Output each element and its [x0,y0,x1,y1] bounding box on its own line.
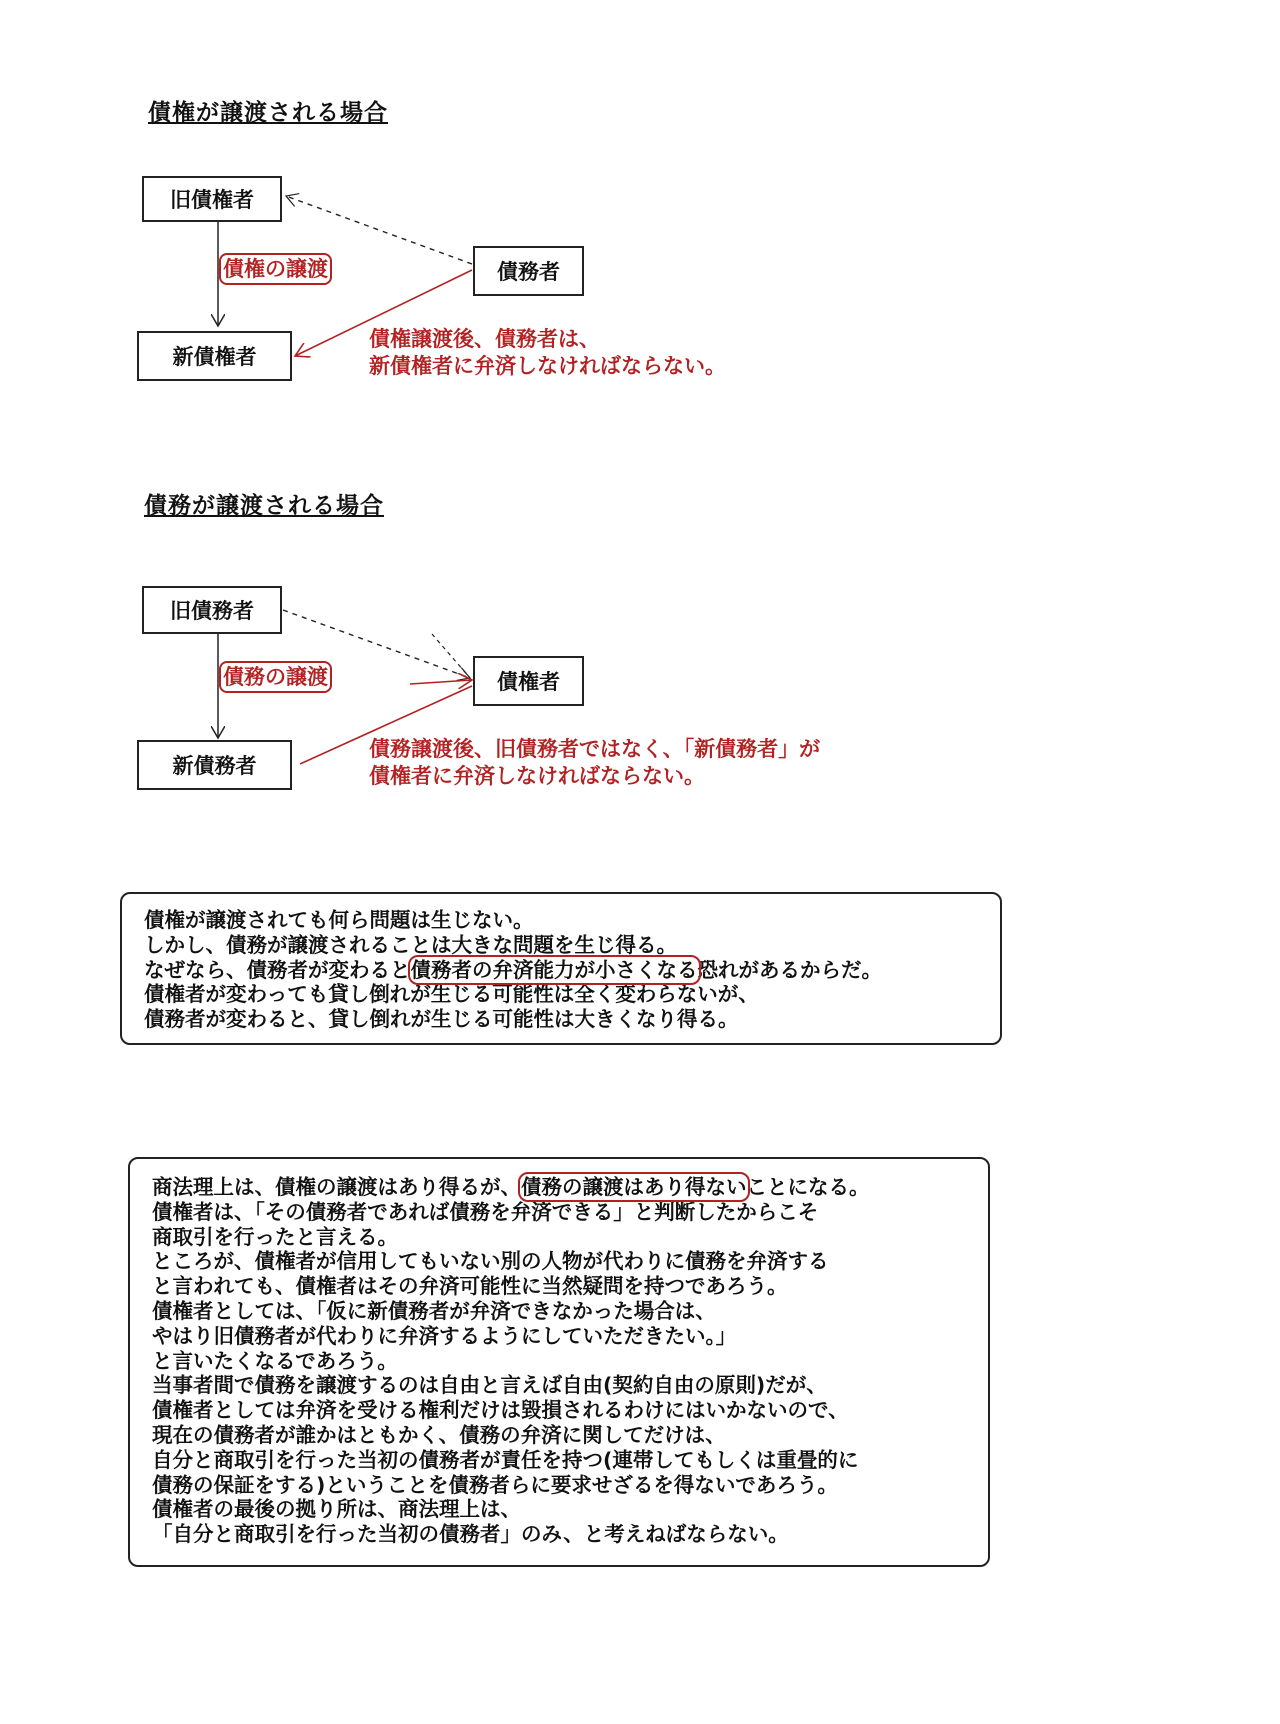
debt-transfer-note [369,736,820,790]
panel2-line [152,1175,870,1200]
new-creditor-box: 新債権者 [137,331,292,381]
new-debtor-box: 新債務者 [137,740,292,790]
panel2-line: と言われても、債権者はその弁済可能性に当然疑問を持つであろう。 [152,1274,788,1299]
panel1-line: 債権者が変わっても貸し倒れが生じる可能性は全く変わらないが、 [144,982,759,1007]
panel2-line: 債権者としては弁済を受ける権利だけは毀損されるわけにはいかないので、 [152,1398,849,1423]
panel2-line: やはり旧債務者が代わりに弁済するようにしていただきたい。」 [152,1323,737,1348]
old-creditor-box: 旧債権者 [142,176,282,222]
panel2-line: 債権者としては、「仮に新債務者が弁済できなかった場合は、 [152,1298,716,1323]
heading-credit-transfer: 債権が譲渡される場合 [148,100,388,126]
red-arrow-2a [410,680,472,684]
note-line: 債務譲渡後、旧債務者ではなく、「新債務者」が [369,737,821,761]
panel1-line: しかし、債務が譲渡されることは大きな問題を生じ得る。 [144,932,677,957]
text-span: ことになる。 [746,1175,870,1199]
panel2-line: 債権者は、「その債務者であれば債務を弁済できる」と判断したからこそ [152,1199,819,1224]
panel2-line: 債権者の最後の拠り所は、商法理上は、 [152,1497,521,1522]
text-span: 商法理上は、債権の譲渡はあり得るが、 [152,1175,521,1199]
panel2-line: 当事者間で債務を譲渡するのは自由と言えば自由(契約自由の原則)だが、 [152,1373,827,1398]
text-span: 恐れがあるからだ。 [697,957,882,982]
panel2-line: 商取引を行ったと言える。 [152,1224,398,1249]
panel1-line [144,958,882,983]
panel2-line: 「自分と商取引を行った当初の債務者」のみ、と考えねばならない。 [152,1522,789,1547]
text-span: なぜなら、債務者が変わると [144,957,411,982]
highlighted-phrase: 債務の譲渡はあり得ない [521,1175,747,1199]
panel2-line: 現在の債務者が誰かはともかく、債務の弁済に関してだけは、 [152,1422,726,1447]
panel2-line: ところが、債権者が信用してもいない別の人物が代わりに債務を弁済する [152,1249,829,1274]
explanation-panel [128,1157,990,1567]
note-line: 新債権者に弁済しなければならない。 [369,354,726,378]
old-debtor-box: 旧債務者 [142,586,282,634]
panel1-line: 債権が譲渡されても何ら問題は生じない。 [144,908,534,932]
heading-debt-transfer: 債務が譲渡される場合 [144,493,384,519]
note-line: 債権譲渡後、債務者は、 [369,327,600,351]
summary-panel [120,892,1002,1045]
credit-transfer-note [369,326,726,380]
debtor-box: 債務者 [473,246,584,296]
creditor-box: 債権者 [473,656,584,706]
debt-transfer-label: 債務の譲渡 [219,661,332,693]
panel2-line: 自分と商取引を行った当初の債務者が責任を持つ(連帯してもしくは重畳的に [152,1447,859,1472]
panel2-line: 債務の保証をする)ということを債務者らに要求せざるを得ないであろう。 [152,1472,838,1497]
panel1-line: 債務者が変わると、貸し倒れが生じる可能性は大きくなり得る。 [144,1007,739,1032]
credit-transfer-label: 債権の譲渡 [219,253,332,285]
panel2-line: と言いたくなるであろう。 [152,1348,398,1373]
note-line: 債権者に弁済しなければならない。 [369,764,705,788]
dashed-link-2b [432,634,470,678]
highlighted-phrase: 債務者の弁済能力が小さくなる [410,957,698,982]
